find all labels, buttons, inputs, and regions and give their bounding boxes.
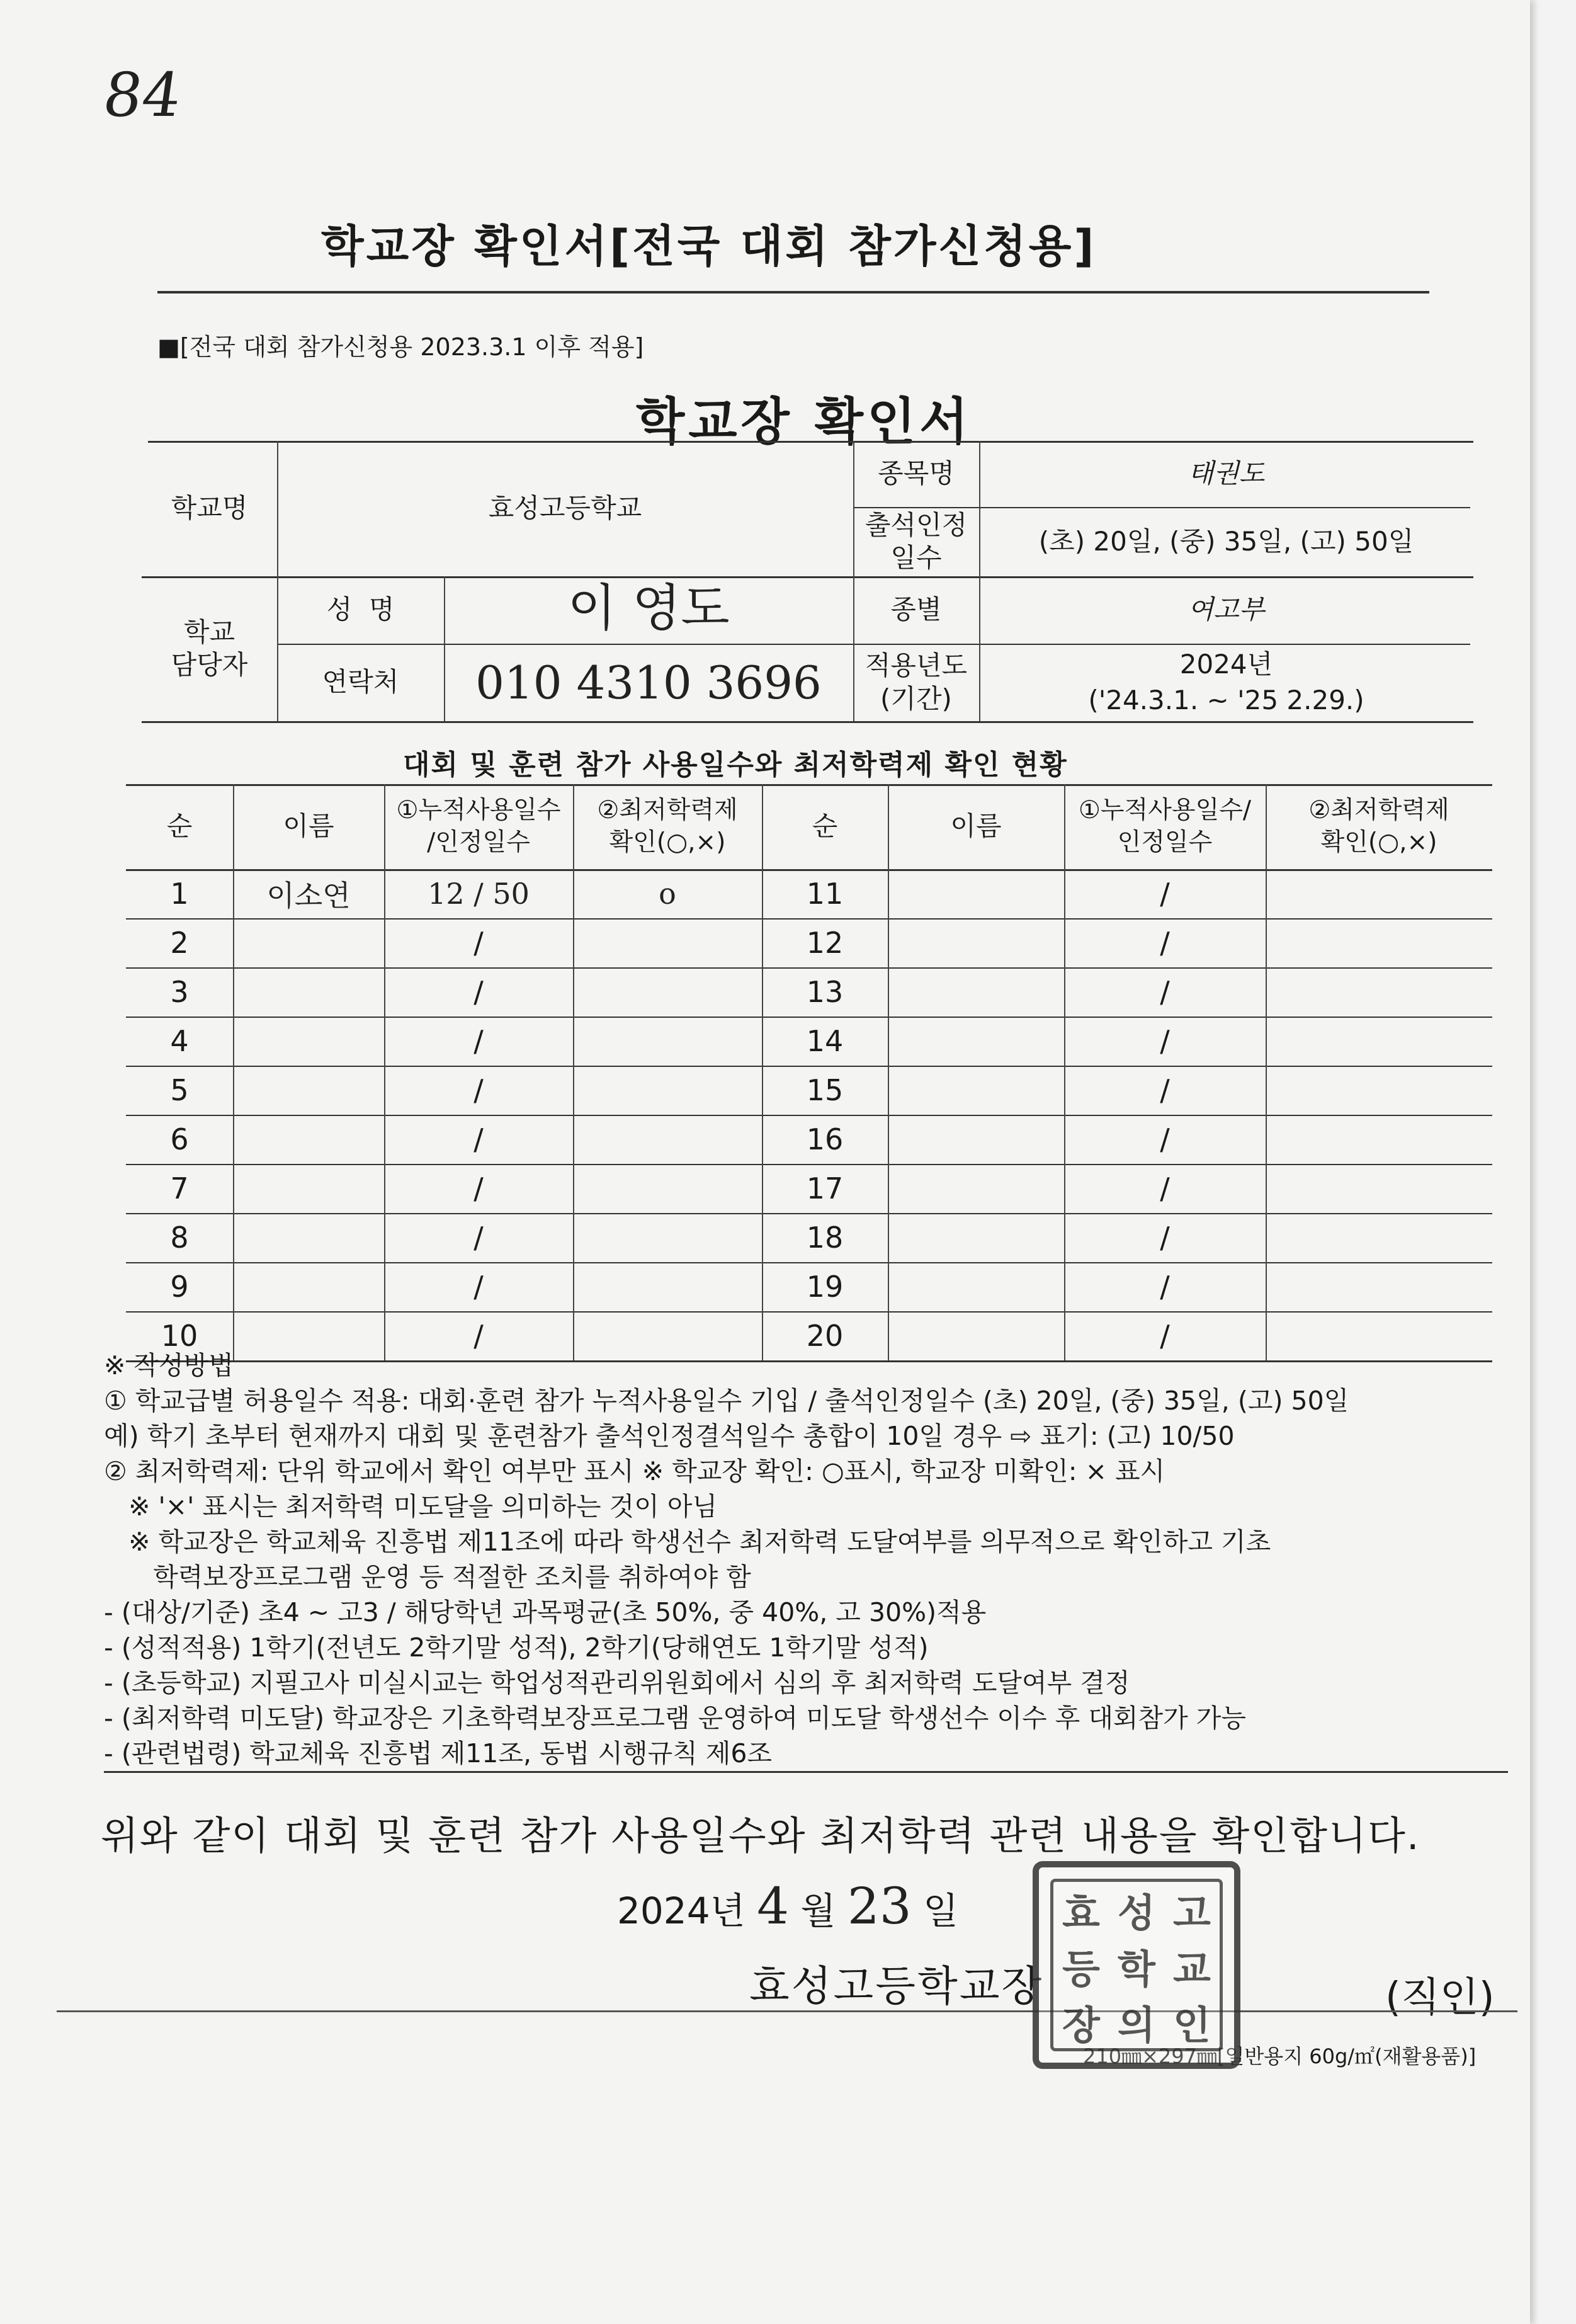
cell-no: 2 xyxy=(170,926,189,960)
note-line: - (대상/기준) 초4 ~ 고3 / 해당학년 과목평균(초 50%, 중 40%, 고 30%)적용 xyxy=(104,1597,987,1627)
cell-days-2: / xyxy=(1160,1270,1170,1304)
date-line xyxy=(617,1877,958,1935)
seal-character: 등 xyxy=(1062,1946,1100,1992)
cell-no: 3 xyxy=(170,975,189,1009)
attend-value: (초) 20일, (중) 35일, (고) 50일 xyxy=(1038,525,1414,557)
cell-no: 1 xyxy=(170,877,189,911)
name-value: 이 영도 xyxy=(567,579,730,637)
seal-character: 의 xyxy=(1118,2002,1155,2048)
seal-character: 교 xyxy=(1173,1946,1211,1992)
cell-days-2: / xyxy=(1160,1221,1170,1255)
cell-no-2: 14 xyxy=(806,1024,844,1058)
background-sheet-edge xyxy=(1524,0,1576,2324)
cell-days-2: / xyxy=(1160,1122,1170,1156)
note-line: - (최저학력 미도달) 학교장은 기초학력보장프로그램 운영하여 미도달 학생선수 이수 후 대회참가 가능 xyxy=(104,1703,1246,1733)
seal-character: 학 xyxy=(1118,1946,1155,1992)
cell-days: / xyxy=(473,975,484,1009)
seal-label: (직인) xyxy=(1385,1974,1495,2021)
cell-no: 8 xyxy=(170,1221,189,1255)
note-line: ① 학교급별 허용일수 적용: 대회·훈련 참가 누적사용일수 기입 / 출석인정일수 (초) 20일, (중) 35일, (고) 50일 xyxy=(104,1386,1349,1416)
seal-character: 장 xyxy=(1062,2002,1100,2048)
attend-label: 출석인정 일수 xyxy=(865,509,968,573)
cell-check xyxy=(573,1213,762,1262)
note-line: 예) 학기 초부터 현재까지 대회 및 훈련참가 출석인정결석일수 총합이 10일 경우 ⇨ 표기: (고) 10/50 xyxy=(104,1421,1235,1451)
main-title: 학교장 확인서 xyxy=(636,392,972,451)
category-label: 종별 xyxy=(890,594,942,625)
manager-label: 학교 담당자 xyxy=(171,616,248,680)
cell-no: 7 xyxy=(170,1171,189,1205)
cell-name: 이소연 xyxy=(266,879,351,913)
rule xyxy=(1266,784,1267,1360)
note-line: ※ '×' 표시는 최저학력 미도달을 의미하는 것이 아님 xyxy=(104,1491,718,1522)
bottom-rule xyxy=(57,2010,1517,2012)
seal-character: 인 xyxy=(1173,2002,1211,2048)
cell-name xyxy=(233,1262,384,1311)
seal-character: 효 xyxy=(1062,1890,1100,1936)
header-days-2: ①누적사용일수/ 인정일수 xyxy=(1078,795,1252,857)
cell-no-2: 13 xyxy=(806,975,844,1009)
rule xyxy=(888,784,889,1360)
cell-no: 5 xyxy=(170,1073,189,1107)
top-title: 학교장 확인서[전국 대회 참가신청용] xyxy=(321,220,1097,272)
cell-days-2: / xyxy=(1160,1171,1170,1205)
top-rule xyxy=(157,291,1429,293)
rule xyxy=(142,721,1473,723)
date-month: 4 xyxy=(757,1877,789,1935)
cell-days-2: / xyxy=(1160,1024,1170,1058)
seal-character: 고 xyxy=(1173,1890,1211,1936)
cell-days: 12 / 50 xyxy=(428,877,530,911)
cell-check xyxy=(573,1262,762,1311)
seal-character: 성 xyxy=(1118,1890,1155,1936)
cell-days: / xyxy=(473,926,484,960)
header-no-2: 순 xyxy=(812,811,838,842)
header-check-2: ②최저학력제 확인(○,×) xyxy=(1308,795,1449,857)
cell-name xyxy=(233,1115,384,1164)
note-line: - (초등학교) 지필고사 미실시교는 학업성적관리위원회에서 심의 후 최저학력 도달여부 결정 xyxy=(104,1668,1130,1698)
cell-check xyxy=(573,1115,762,1164)
cell-check xyxy=(573,1017,762,1066)
cell-name xyxy=(233,1017,384,1066)
category-value: 여고부 xyxy=(1188,594,1265,625)
cell-days-2: / xyxy=(1160,877,1170,911)
name-label: 성 명 xyxy=(326,594,395,625)
date-year: 2024년 xyxy=(617,1889,745,1932)
principal-signature-line: 효성고등학교장 xyxy=(749,1962,1044,2010)
cell-name xyxy=(233,1164,384,1213)
note-line: - (관련법령) 학교체육 진흥법 제11조, 동법 시행규칙 제6조 xyxy=(104,1736,1508,1773)
cell-no: 10 xyxy=(161,1319,198,1353)
note-line: ② 최저학력제: 단위 학교에서 확인 여부만 표시 ※ 학교장 확인: ○표시, 학교장 미확인: × 표시 xyxy=(104,1456,1165,1486)
year-label: 적용년도 (기간) xyxy=(865,650,968,714)
sport-value: 태권도 xyxy=(1188,458,1265,489)
header-name: 이름 xyxy=(283,811,334,842)
cell-no-2: 16 xyxy=(806,1122,844,1156)
seal-characters xyxy=(1050,1879,1223,2051)
header-no: 순 xyxy=(166,811,193,842)
date-day-label: 일 xyxy=(923,1889,959,1932)
contact-label: 연락처 xyxy=(322,666,399,698)
cell-no: 6 xyxy=(170,1122,189,1156)
confirmation-statement: 위와 같이 대회 및 훈련 참가 사용일수와 최저학력 관련 내용을 확인합니다. xyxy=(101,1813,1420,1859)
year-value: 2024년 xyxy=(1179,648,1273,680)
cell-days-2: / xyxy=(1160,1319,1170,1353)
page-number: 84 xyxy=(99,60,186,130)
cell-no: 9 xyxy=(170,1270,189,1304)
cell-days-2: / xyxy=(1160,926,1170,960)
cell-days: / xyxy=(473,1319,484,1353)
header-name-2: 이름 xyxy=(950,811,1002,842)
cell-check: o xyxy=(659,877,676,911)
official-seal-stamp xyxy=(1033,1861,1240,2069)
info-table xyxy=(142,441,1473,737)
cell-no-2: 18 xyxy=(806,1221,844,1255)
sub-note: ■[전국 대회 참가신청용 2023.3.1 이후 적용] xyxy=(157,333,644,361)
instructions xyxy=(104,1348,1508,1773)
cell-no-2: 19 xyxy=(806,1270,844,1304)
date-month-label: 월 xyxy=(800,1889,836,1932)
note-line: - (성적적용) 1학기(전년도 2학기말 성적), 2학기(당해연도 1학기말 성적) xyxy=(104,1632,929,1663)
cell-name xyxy=(233,1213,384,1262)
cell-no-2: 15 xyxy=(806,1073,844,1107)
cell-no-2: 11 xyxy=(806,877,844,911)
period-value: ('24.3.1. ~ '25 2.29.) xyxy=(1088,684,1364,715)
cell-check xyxy=(573,967,762,1017)
date-day: 23 xyxy=(847,1877,912,1935)
school-value: 효성고등학교 xyxy=(488,493,642,524)
school-label: 학교명 xyxy=(171,493,248,524)
cell-no: 4 xyxy=(170,1024,189,1058)
section-title: 대회 및 훈련 참가 사용일수와 최저학력제 확인 현황 xyxy=(403,749,1068,781)
contact-value: 010 4310 3696 xyxy=(475,656,822,709)
cell-days: / xyxy=(473,1024,484,1058)
cell-no-2: 12 xyxy=(806,926,844,960)
cell-name xyxy=(233,918,384,967)
cell-days: / xyxy=(473,1221,484,1255)
paper-spec-note: 210㎜×297㎜[일반용지 60g/㎡(재활용품)] xyxy=(1083,2044,1477,2068)
cell-days-2: / xyxy=(1160,975,1170,1009)
cell-name xyxy=(233,967,384,1017)
cell-days: / xyxy=(473,1122,484,1156)
cell-name xyxy=(233,1066,384,1115)
cell-days: / xyxy=(473,1270,484,1304)
note-line: 학력보장프로그램 운영 등 적절한 조치를 취하여야 함 xyxy=(104,1562,751,1592)
sport-label: 종목명 xyxy=(878,458,955,489)
cell-check xyxy=(573,1066,762,1115)
cell-no-2: 17 xyxy=(806,1171,844,1205)
cell-days-2: / xyxy=(1160,1073,1170,1107)
header-check: ②최저학력제 확인(○,×) xyxy=(597,795,738,857)
usage-table xyxy=(107,784,1492,1364)
cell-days: / xyxy=(473,1073,484,1107)
cell-no-2: 20 xyxy=(806,1319,844,1353)
note-line: ※ 학교장은 학교체육 진흥법 제11조에 따라 학생선수 최저학력 도달여부를 의무적으로 확인하고 기초 xyxy=(104,1527,1271,1557)
header-days: ①누적사용일수 /인정일수 xyxy=(396,795,561,857)
note-line: ※ 작성방법 xyxy=(104,1350,234,1381)
cell-check xyxy=(573,918,762,967)
cell-days: / xyxy=(473,1171,484,1205)
cell-check xyxy=(573,1164,762,1213)
year-cell xyxy=(979,644,1473,721)
